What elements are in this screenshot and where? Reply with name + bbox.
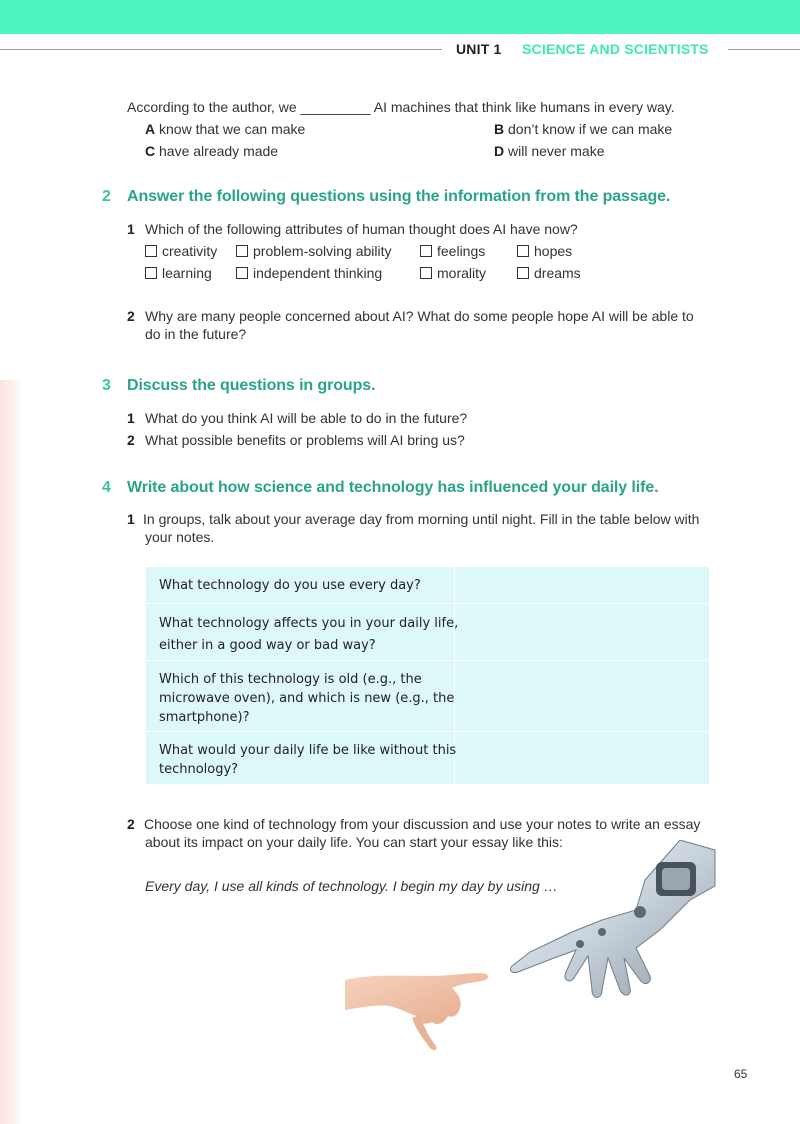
- checkbox-label: hopes: [534, 243, 573, 259]
- table-row: [146, 661, 709, 732]
- s2-q2-line1: Why are many people concerned about AI? What do some people hope AI will be able to: [145, 308, 694, 324]
- mc-option-b[interactable]: [494, 121, 672, 137]
- checkbox-icon: [420, 245, 432, 257]
- human-hand: [345, 973, 488, 1050]
- s4-q2-number: 2: [127, 816, 135, 832]
- table-row: [146, 604, 709, 661]
- section-4-number: 4: [102, 479, 111, 496]
- s3-q2-text: What possible benefits or problems will AI bring us?: [145, 432, 465, 448]
- option-letter: C: [145, 143, 156, 159]
- s2-q2-line2: do in the future?: [145, 326, 247, 342]
- header-rule-right: [728, 49, 800, 50]
- s3-q2-number: 2: [127, 432, 135, 448]
- s2-q1-text: Which of the following attributes of human thought does AI have now?: [145, 221, 578, 237]
- mc-option-d[interactable]: [494, 143, 605, 159]
- checkbox-feelings[interactable]: [420, 243, 485, 259]
- checkbox-icon: [236, 245, 248, 257]
- top-color-band: [0, 0, 800, 34]
- s3-q1-number: 1: [127, 410, 135, 426]
- option-letter: A: [145, 121, 156, 137]
- checkbox-learning[interactable]: [145, 265, 212, 281]
- table-question: Which of this technology is old (e.g., the microwave oven), and which is new (e.g., the smartphone)?: [159, 672, 455, 725]
- option-text: have already made: [159, 143, 279, 159]
- s4-q1-number: 1: [127, 511, 135, 527]
- table-row: [146, 732, 709, 784]
- option-text: know that we can make: [159, 121, 306, 137]
- checkbox-icon: [145, 267, 157, 279]
- checkbox-icon: [145, 245, 157, 257]
- section-2-heading: Answer the following questions using the information from the passage.: [127, 188, 671, 205]
- mc-question-stem: According to the author, we _________ AI machines that think like humans in every way.: [127, 99, 675, 115]
- checkbox-label: dreams: [534, 265, 581, 281]
- checkbox-dreams[interactable]: [517, 265, 581, 281]
- checkbox-morality[interactable]: [420, 265, 486, 281]
- s4-q2-line1: Choose one kind of technology from your discussion and use your notes to write an essay: [144, 816, 701, 832]
- section-4-heading: Write about how science and technology has influenced your daily life.: [127, 479, 659, 496]
- robot-hand: [510, 840, 715, 998]
- checkbox-label: problem-solving ability: [253, 243, 392, 259]
- essay-starter: Every day, I use all kinds of technology. I begin my day by using …: [145, 878, 558, 894]
- page-edge-shade: [0, 380, 22, 1124]
- option-text: don’t know if we can make: [508, 121, 673, 137]
- checkbox-hopes[interactable]: [517, 243, 572, 259]
- option-letter: B: [494, 121, 505, 137]
- table-row: [146, 567, 709, 604]
- s4-q1-line1: In groups, talk about your average day from morning until night. Fill in the table below with: [143, 511, 700, 527]
- mc-option-c[interactable]: [145, 143, 278, 159]
- unit-label: UNIT 1: [456, 41, 502, 57]
- table-question: What would your daily life be like without this technology?: [159, 743, 457, 777]
- section-3-number: 3: [102, 377, 111, 394]
- checkbox-label: feelings: [437, 243, 486, 259]
- checkbox-problem-solving[interactable]: [236, 243, 392, 259]
- table-question: What technology do you use every day?: [159, 578, 421, 593]
- s3-q1-text: What do you think AI will be able to do in the future?: [145, 410, 468, 426]
- s2-q2-number: 2: [127, 308, 135, 324]
- checkbox-icon: [236, 267, 248, 279]
- checkbox-label: learning: [162, 265, 212, 281]
- checkbox-independent-thinking[interactable]: [236, 265, 382, 281]
- s2-q1-number: 1: [127, 221, 135, 237]
- checkbox-creativity[interactable]: [145, 243, 217, 259]
- checkbox-icon: [517, 245, 529, 257]
- option-letter: D: [494, 143, 505, 159]
- unit-title: SCIENCE AND SCIENTISTS: [522, 41, 709, 57]
- human-robot-hands-illustration: [340, 840, 720, 1060]
- section-3-heading: Discuss the questions in groups.: [127, 377, 376, 394]
- header-rule-left: [0, 49, 442, 50]
- section-2-number: 2: [102, 188, 111, 205]
- s4-q2-line2: about its impact on your daily life. You can start your essay like this:: [145, 834, 563, 850]
- mc-option-a[interactable]: [145, 121, 305, 137]
- checkbox-label: independent thinking: [253, 265, 383, 281]
- table-question: What technology affects you in your daily life, either in a good way or bad way?: [159, 616, 459, 653]
- s4-q1-line2: your notes.: [145, 529, 215, 545]
- page-number: 65: [734, 1067, 748, 1081]
- checkbox-icon: [420, 267, 432, 279]
- notes-table: [146, 567, 709, 784]
- option-text: will never make: [508, 143, 605, 159]
- checkbox-label: creativity: [162, 243, 218, 259]
- checkbox-icon: [517, 267, 529, 279]
- checkbox-label: morality: [437, 265, 487, 281]
